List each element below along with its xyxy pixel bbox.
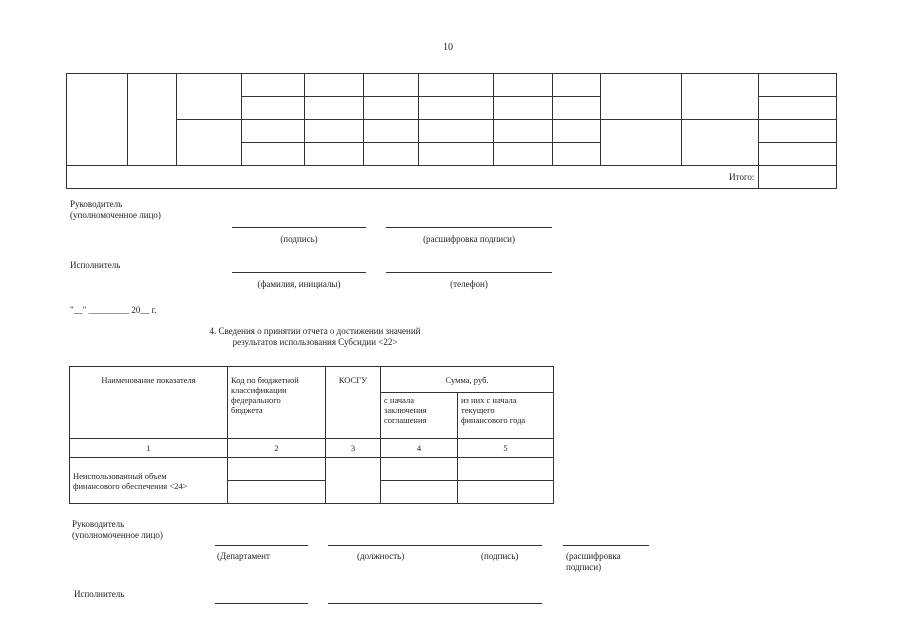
header-sum: Сумма, руб. [381, 367, 554, 393]
table-cell[interactable] [493, 120, 552, 143]
executor1-name-blank[interactable] [232, 272, 366, 273]
table-cell[interactable] [304, 97, 363, 120]
date-line[interactable]: "__" _________ 20__ г. [70, 305, 157, 315]
table-cell[interactable] [458, 481, 554, 504]
sign2-position-signature-blank[interactable] [328, 545, 542, 546]
table-cell[interactable] [304, 74, 363, 97]
table-cell[interactable] [601, 74, 682, 120]
col-number-5: 5 [458, 439, 554, 458]
table-cell[interactable] [759, 143, 837, 166]
table-cell[interactable] [363, 74, 418, 97]
section4-title-line1: 4. Сведения о принятии отчета о достижении значений [209, 326, 421, 336]
table-cell[interactable] [493, 143, 552, 166]
sign2-decoding-blank[interactable] [563, 545, 649, 546]
col-number-1: 1 [70, 439, 228, 458]
sign2-decoding-caption-line1: (расшифровка [566, 551, 621, 561]
table-cell[interactable] [759, 97, 837, 120]
table-cell[interactable] [242, 74, 304, 97]
sign1-decoding-blank[interactable] [386, 227, 552, 228]
table-cell[interactable] [681, 74, 759, 120]
table-cell[interactable] [228, 458, 326, 481]
total-label-cell [67, 166, 759, 189]
sign1-decoding-caption: (расшифровка подписи) [423, 234, 515, 244]
header-kosgu: КОСГУ [326, 367, 381, 439]
sign1-signature-blank[interactable] [232, 227, 366, 228]
table-cell[interactable] [176, 74, 241, 120]
table-cell[interactable] [759, 120, 837, 143]
table-cell[interactable] [363, 97, 418, 120]
table-cell[interactable] [67, 74, 128, 166]
total-label: Итого: [729, 172, 755, 182]
page-number: 10 [443, 42, 453, 53]
table-cell[interactable] [553, 97, 601, 120]
table-cell[interactable] [176, 120, 241, 166]
header-from-start: с начала заключения соглашения [381, 393, 458, 439]
col-number-4: 4 [381, 439, 458, 458]
table-cell[interactable] [458, 458, 554, 481]
table-cell[interactable] [419, 74, 493, 97]
table-cell[interactable] [228, 481, 326, 504]
sign2-department-blank[interactable] [215, 545, 308, 546]
executor1-phone-blank[interactable] [386, 272, 552, 273]
sign1-role-line1: Руководитель [70, 199, 123, 209]
results-table [66, 73, 837, 189]
executor1-name-caption: (фамилия, инициалы) [257, 279, 341, 289]
table-cell[interactable] [242, 143, 304, 166]
table-cell[interactable] [381, 458, 458, 481]
sign2-role-line2: (уполномоченное лицо) [72, 530, 163, 540]
table-cell[interactable] [304, 143, 363, 166]
table-cell[interactable] [601, 120, 682, 166]
sign2-decoding-caption-line2: подписи) [566, 562, 602, 572]
sign1-role-line2: (уполномоченное лицо) [70, 210, 161, 220]
table-cell[interactable] [363, 143, 418, 166]
table-cell[interactable] [242, 120, 304, 143]
table-cell[interactable] [419, 97, 493, 120]
table-cell[interactable] [681, 120, 759, 166]
sign2-role-line1: Руководитель [72, 519, 125, 529]
row-unused-funds-label: Неиспользованный объем финансового обеспечения <24> [70, 458, 228, 504]
table-cell[interactable] [242, 97, 304, 120]
sign2-signature-caption: (подпись) [481, 551, 519, 561]
table-cell[interactable] [419, 143, 493, 166]
table-cell[interactable] [493, 97, 552, 120]
sign2-position-caption: (должность) [357, 551, 405, 561]
executor1-phone-caption: (телефон) [450, 279, 488, 289]
table-cell[interactable] [326, 458, 381, 504]
sign2-department-caption: (Департамент [217, 551, 270, 561]
table-cell[interactable] [759, 74, 837, 97]
table-cell[interactable] [128, 74, 176, 166]
executor2-label: Исполнитель [74, 589, 125, 599]
table-cell[interactable] [419, 120, 493, 143]
table-cell[interactable] [381, 481, 458, 504]
header-indicator: Наименование показателя [70, 367, 228, 439]
col-number-3: 3 [326, 439, 381, 458]
table-cell[interactable] [553, 143, 601, 166]
executor2-blank-1[interactable] [215, 603, 308, 604]
sign1-signature-caption: (подпись) [280, 234, 318, 244]
executor2-blank-2[interactable] [328, 603, 542, 604]
table-cell[interactable] [304, 120, 363, 143]
header-current-year: из них с начала текущего финансового года [458, 393, 554, 439]
table-cell[interactable] [553, 120, 601, 143]
table-cell[interactable] [493, 74, 552, 97]
executor1-label: Исполнитель [70, 260, 121, 270]
col-number-2: 2 [228, 439, 326, 458]
total-value-cell[interactable] [759, 166, 837, 189]
header-kbk: Код по бюджетной классификации федерального бюджета [228, 367, 326, 439]
table-cell[interactable] [553, 74, 601, 97]
section4-title-line2: результатов использования Субсидии <22> [232, 337, 398, 347]
acceptance-table [69, 366, 554, 504]
table-cell[interactable] [363, 120, 418, 143]
